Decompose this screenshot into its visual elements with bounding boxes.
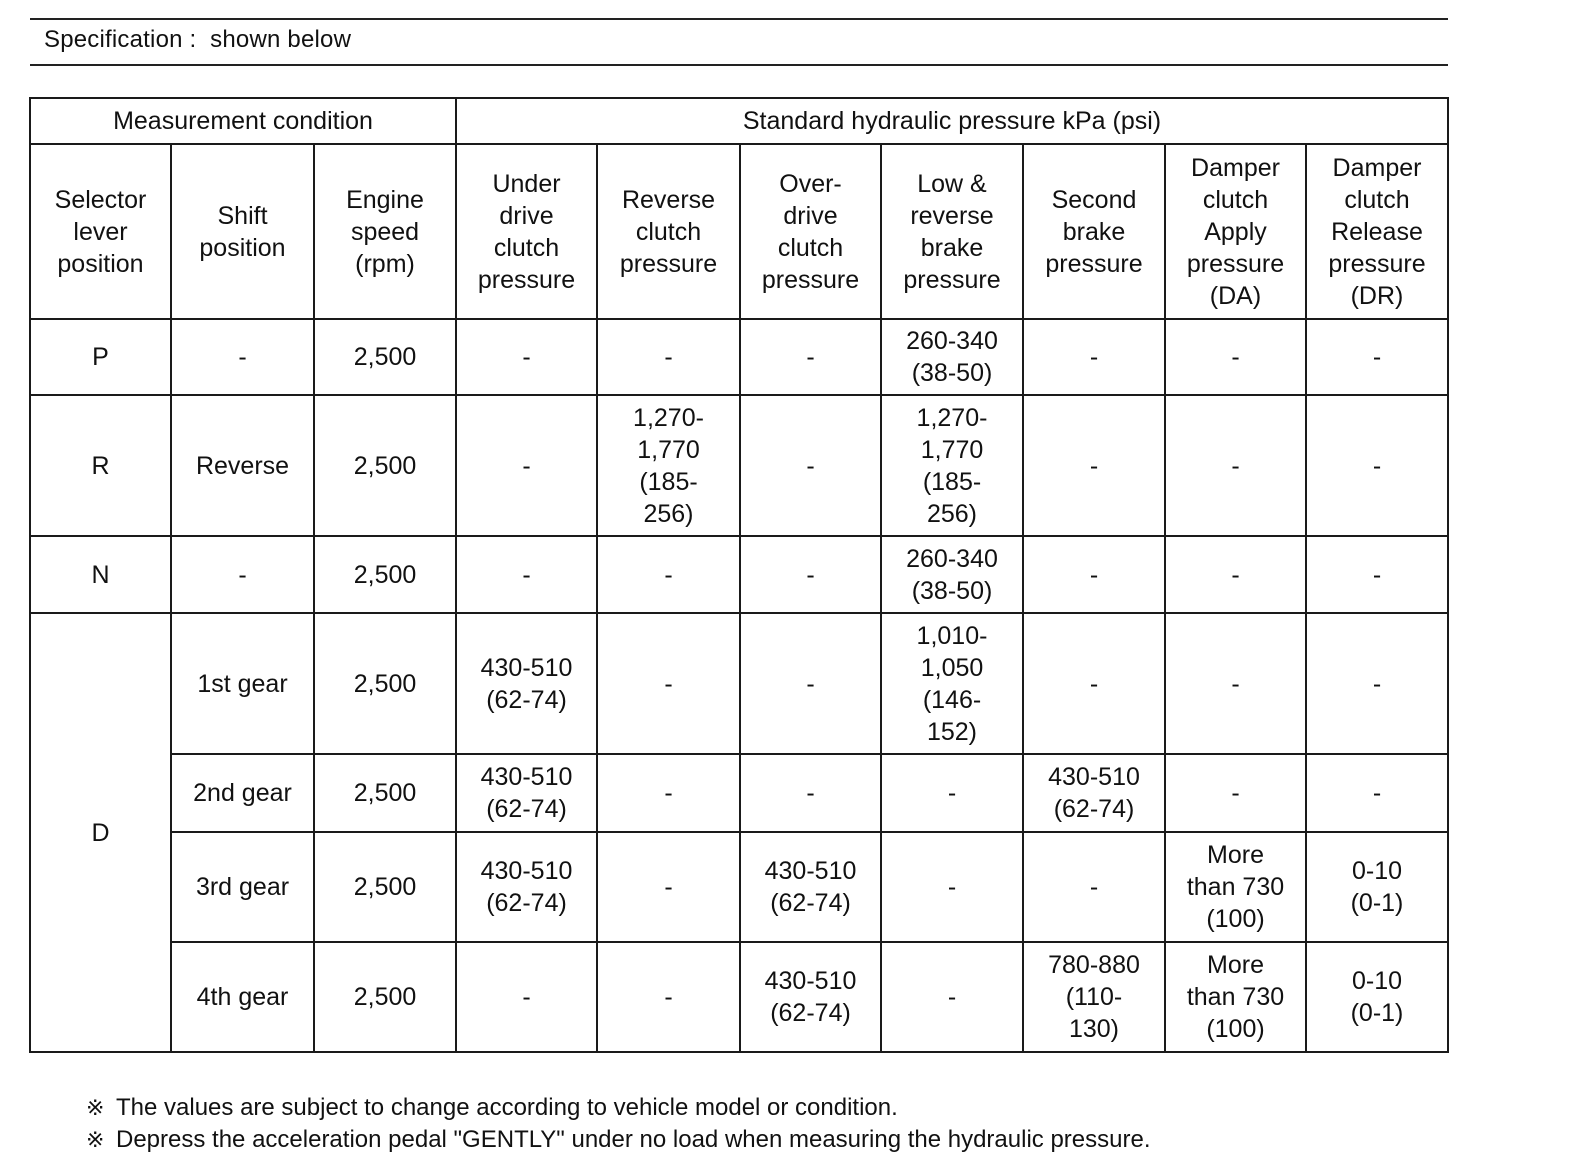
bottom-rule [30, 64, 1448, 66]
table-cell: - [1023, 395, 1165, 536]
table-cell: D [30, 613, 171, 1052]
table-cell: 430-510 (62-74) [456, 832, 597, 942]
table-cell: - [1165, 536, 1306, 613]
table-cell: - [456, 536, 597, 613]
footnote-text: The values are subject to change according to vehicle model or condition. [116, 1094, 898, 1121]
table-cell: - [1306, 613, 1448, 754]
table-row [30, 832, 1448, 942]
table-cell: More than 730 (100) [1165, 832, 1306, 942]
footnote [86, 1092, 1151, 1124]
table-row [30, 613, 1448, 754]
table-cell: 2,500 [314, 832, 456, 942]
table-cell: 1,010- 1,050 (146- 152) [881, 613, 1023, 754]
table-cell: - [171, 536, 314, 613]
column-header-row [30, 144, 1448, 319]
column-header: Second brake pressure [1023, 144, 1165, 319]
table-cell: 2,500 [314, 395, 456, 536]
table-cell: - [597, 832, 740, 942]
table-cell: 4th gear [171, 942, 314, 1052]
column-header: Damper clutch Apply pressure (DA) [1165, 144, 1306, 319]
reference-mark-icon: ※ [86, 1095, 105, 1120]
table-cell: - [740, 754, 881, 832]
table-cell: 260-340 (38-50) [881, 536, 1023, 613]
standard-pressure-header: Standard hydraulic pressure kPa (psi) [456, 98, 1448, 144]
table-cell: 1st gear [171, 613, 314, 754]
table-cell: N [30, 536, 171, 613]
table-cell: - [1306, 536, 1448, 613]
column-header: Reverse clutch pressure [597, 144, 740, 319]
column-header: Selector lever position [30, 144, 171, 319]
table-cell: P [30, 319, 171, 395]
table-cell: - [740, 319, 881, 395]
table-cell: - [597, 754, 740, 832]
table-cell: - [740, 613, 881, 754]
table-cell: Reverse [171, 395, 314, 536]
table-cell: - [456, 395, 597, 536]
table-cell: - [1023, 536, 1165, 613]
table-cell: 0-10 (0-1) [1306, 942, 1448, 1052]
table-cell: 430-510 (62-74) [740, 942, 881, 1052]
table-cell: - [456, 942, 597, 1052]
table-cell: 2,500 [314, 942, 456, 1052]
column-header: Engine speed (rpm) [314, 144, 456, 319]
table-cell: 2,500 [314, 754, 456, 832]
footnote [86, 1124, 1151, 1156]
table-cell: - [740, 395, 881, 536]
table-cell: - [881, 754, 1023, 832]
table-cell: - [1165, 319, 1306, 395]
table-cell: - [1165, 395, 1306, 536]
table-cell: 430-510 (62-74) [456, 754, 597, 832]
table-cell: - [1023, 832, 1165, 942]
table-cell: 2,500 [314, 319, 456, 395]
table-cell: - [1165, 613, 1306, 754]
table-cell: 3rd gear [171, 832, 314, 942]
table-cell: - [597, 613, 740, 754]
table-cell: - [597, 319, 740, 395]
reference-mark-icon: ※ [86, 1127, 105, 1152]
table-cell: 2,500 [314, 613, 456, 754]
table-cell: 2nd gear [171, 754, 314, 832]
table-cell: 430-510 (62-74) [740, 832, 881, 942]
table-cell: - [1306, 319, 1448, 395]
table-cell: - [171, 319, 314, 395]
table-cell: - [1306, 754, 1448, 832]
table-cell: 1,270- 1,770 (185- 256) [597, 395, 740, 536]
specification-line: Specification : shown below [44, 26, 352, 53]
table-cell: - [597, 536, 740, 613]
table-row [30, 754, 1448, 832]
table-cell: 780-880 (110- 130) [1023, 942, 1165, 1052]
table-cell: 260-340 (38-50) [881, 319, 1023, 395]
column-header: Shift position [171, 144, 314, 319]
table-row [30, 942, 1448, 1052]
table-cell: R [30, 395, 171, 536]
group-header-row [30, 98, 1448, 144]
table-cell: - [456, 319, 597, 395]
table-cell: - [881, 832, 1023, 942]
table-cell: 430-510 (62-74) [1023, 754, 1165, 832]
table-row [30, 536, 1448, 613]
table-cell: 1,270- 1,770 (185- 256) [881, 395, 1023, 536]
top-rule [30, 18, 1448, 20]
table-row [30, 395, 1448, 536]
footnotes [86, 1092, 1151, 1156]
table-cell: 2,500 [314, 536, 456, 613]
column-header: Over- drive clutch pressure [740, 144, 881, 319]
hydraulic-pressure-table [29, 97, 1449, 1053]
table-cell: - [1023, 319, 1165, 395]
table-cell: More than 730 (100) [1165, 942, 1306, 1052]
table-cell: 0-10 (0-1) [1306, 832, 1448, 942]
table-cell: - [740, 536, 881, 613]
column-header: Damper clutch Release pressure (DR) [1306, 144, 1448, 319]
table-cell: - [1306, 395, 1448, 536]
measurement-condition-header: Measurement condition [30, 98, 456, 144]
footnote-text: Depress the acceleration pedal "GENTLY" under no load when measuring the hydraulic pressure. [116, 1126, 1151, 1153]
table-cell: - [1023, 613, 1165, 754]
table-cell: 430-510 (62-74) [456, 613, 597, 754]
table-cell: - [1165, 754, 1306, 832]
table-cell: - [597, 942, 740, 1052]
table-row [30, 319, 1448, 395]
table-cell: - [881, 942, 1023, 1052]
column-header: Under drive clutch pressure [456, 144, 597, 319]
column-header: Low & reverse brake pressure [881, 144, 1023, 319]
